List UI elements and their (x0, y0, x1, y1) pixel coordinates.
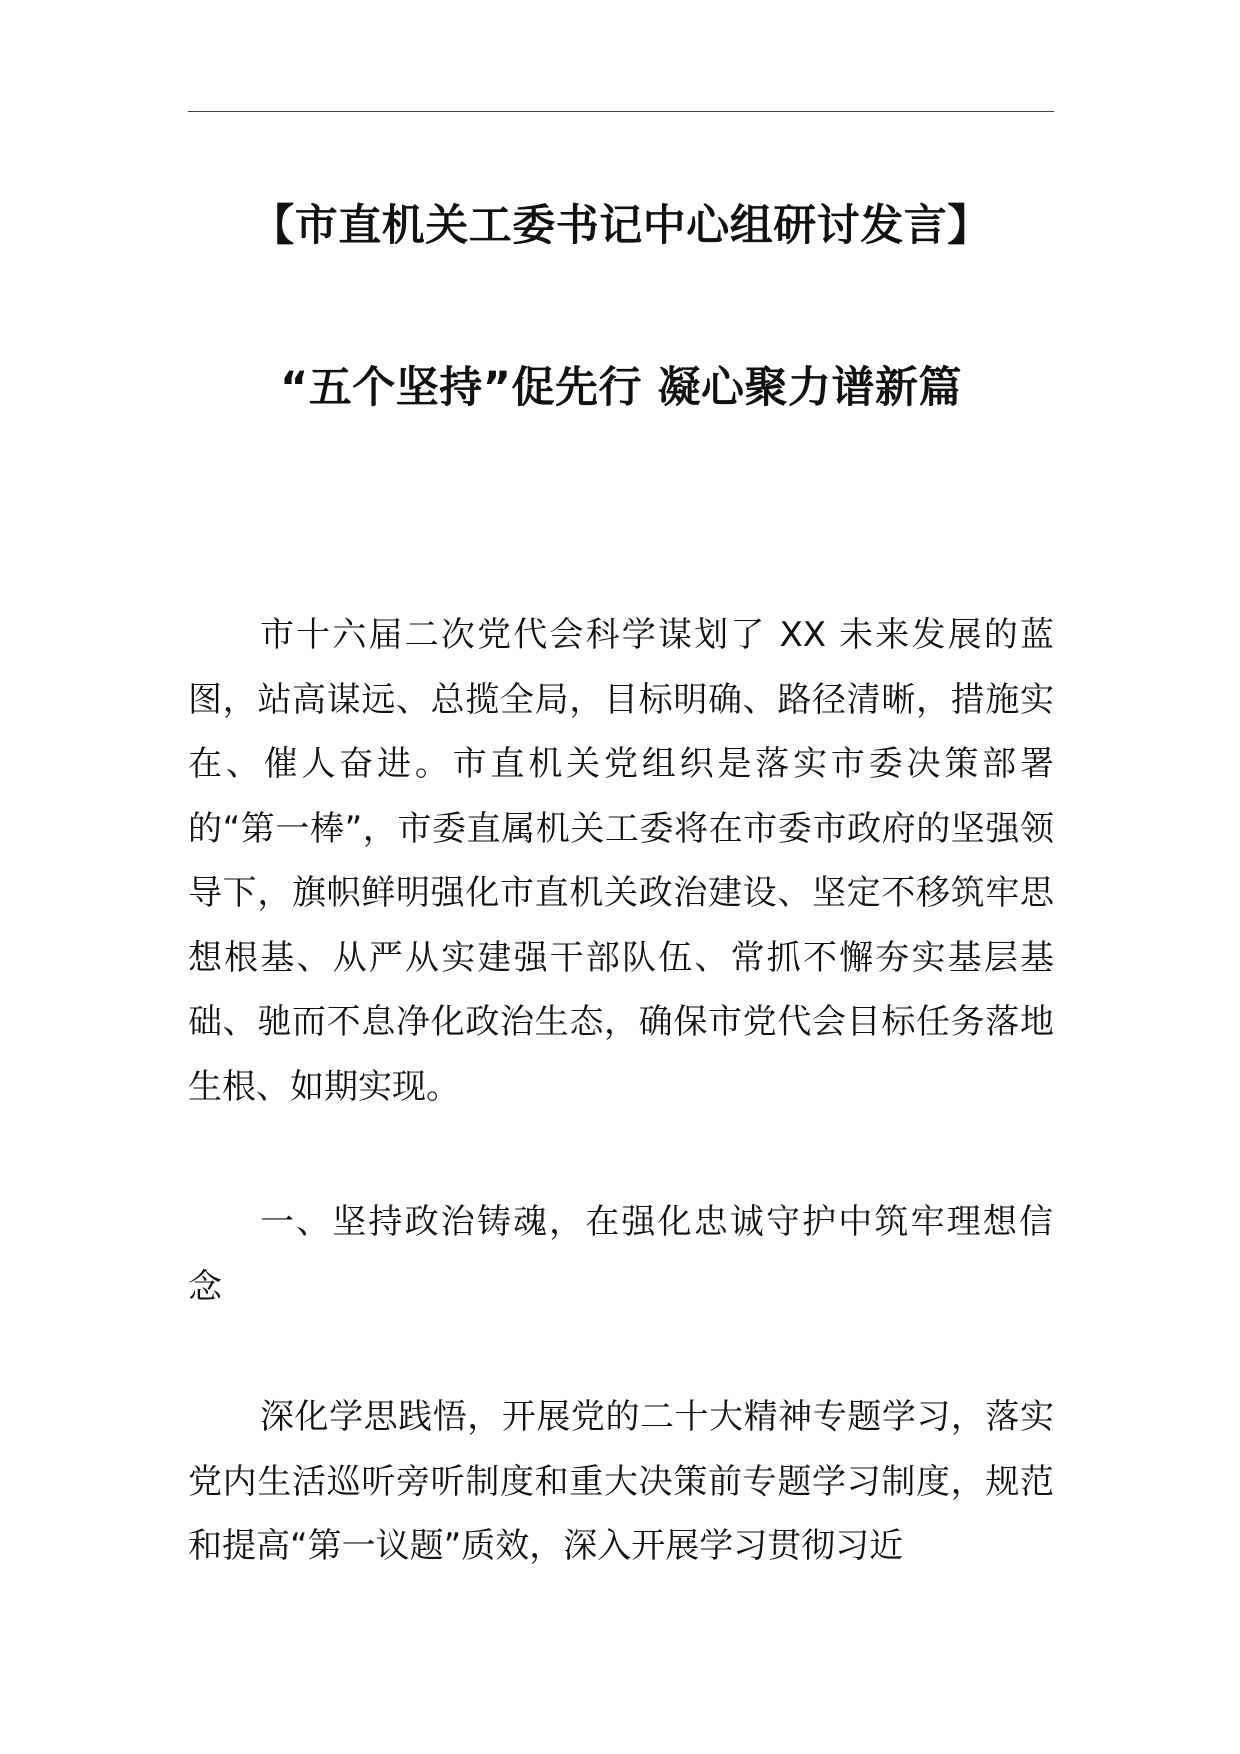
body-paragraph-intro: 市十六届二次党代会科学谋划了 XX 未来发展的蓝图，站高谋远、总揽全局，目标明确、路径清晰，措施实在、催人奋进。市直机关党组织是落实市委决策部署的“第一棒”，市委直属机关工委将在市委市政府的坚强领导下，旗帜鲜明强化市直机关政治建设、坚定不移筑牢思想根基、从严从实建强干部队伍、常抓不懈夯实基层基础、驰而不息净化政治生态，确保市党代会目标任务落地生根、如期实现。 (188, 615, 1054, 1107)
section-heading-1: 一、坚持政治铸魂，在强化忠诚守护中筑牢理想信念 (188, 1202, 1054, 1307)
body-paragraph-section-1: 深化学思践悟，开展党的二十大精神专题学习，落实党内生活巡听旁听制度和重大决策前专题学习制度，规范和提高“第一议题”质效，深入开展学习贯彻习近 (188, 1397, 1054, 1566)
document-subtitle: “五个坚持”促先行 凝心聚力谱新篇 (280, 363, 962, 413)
document-title: 【市直机关工委书记中心组研讨发言】 (251, 201, 991, 251)
header-rule (188, 111, 1054, 112)
